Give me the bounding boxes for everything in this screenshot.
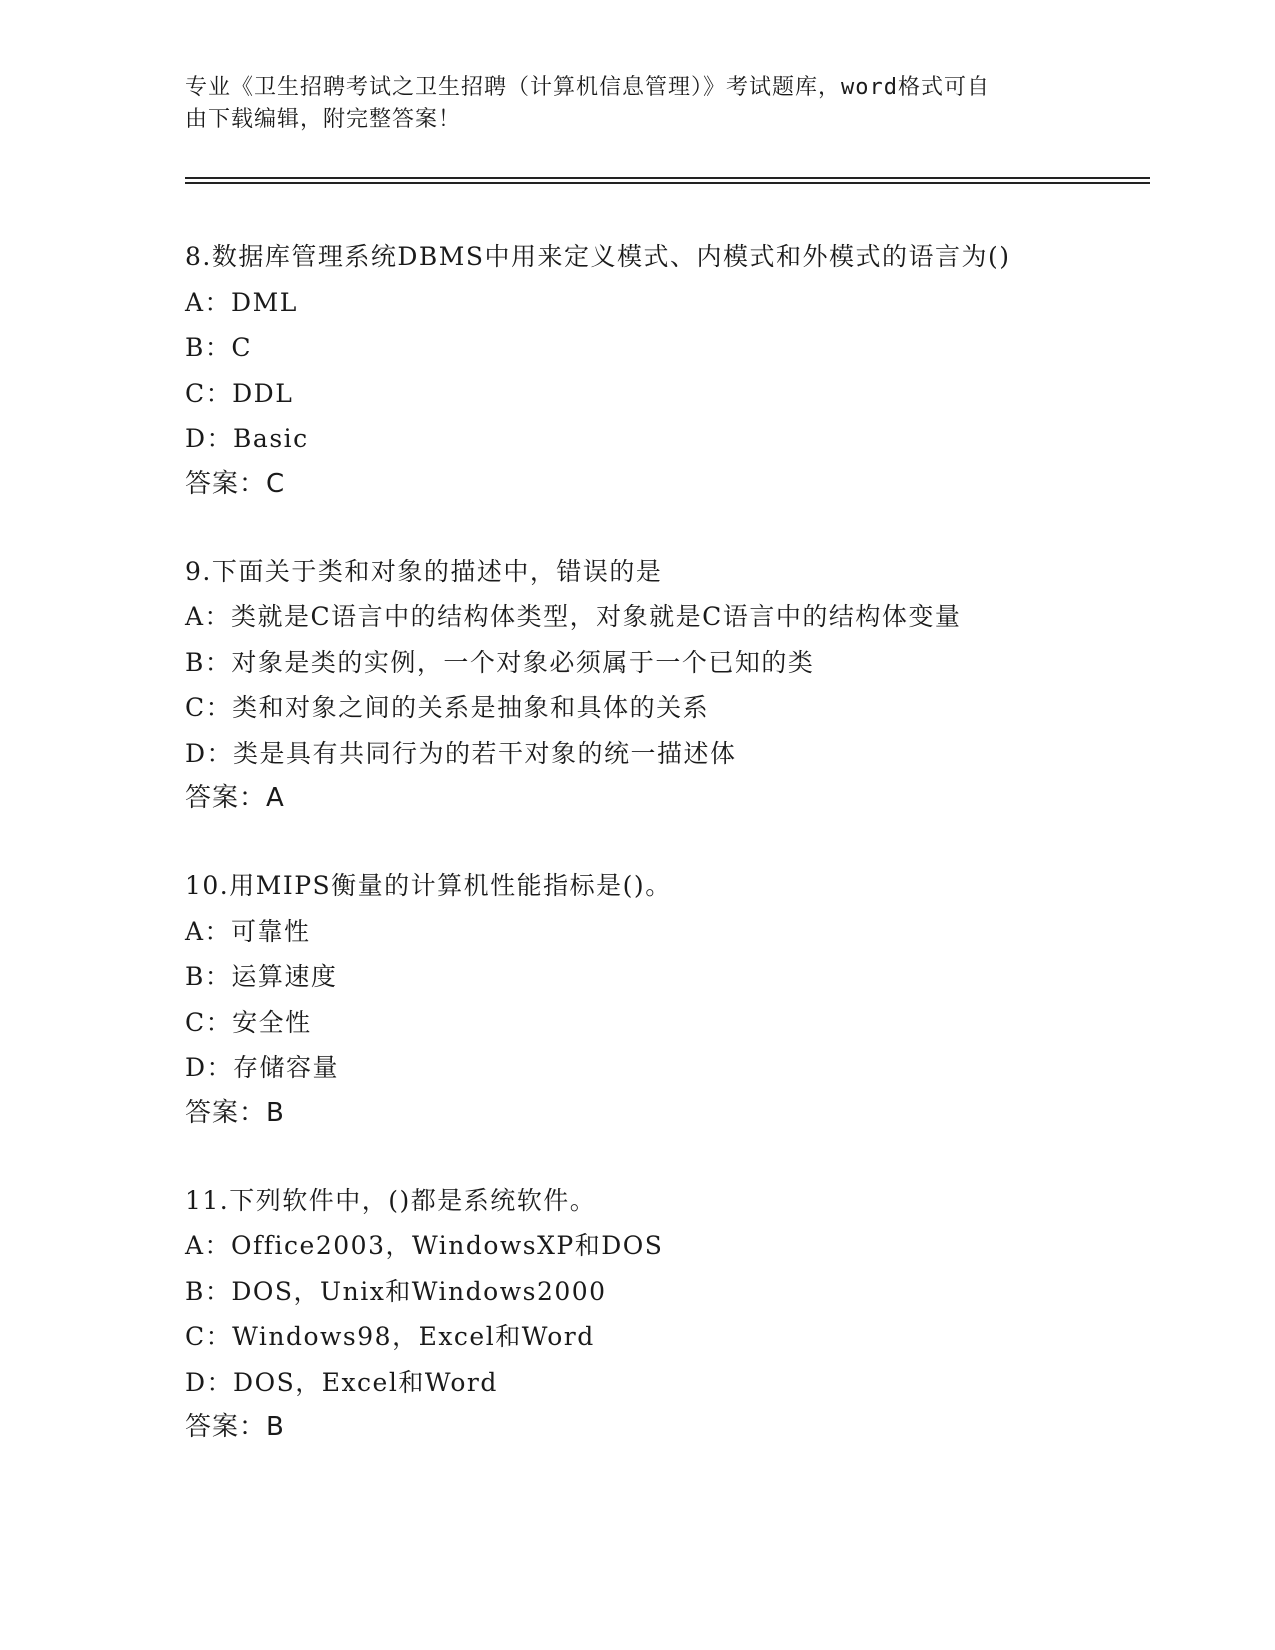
option-a: A：Office2003，WindowsXP和DOS (185, 1231, 664, 1260)
option-d: D：类是具有共同行为的若干对象的统一描述体 (185, 738, 737, 768)
question-stem: 11.下列软件中，()都是系统软件。 (185, 1185, 597, 1215)
answer-line: 答案：B (185, 1412, 285, 1442)
option-d: D：DOS，Excel和Word (185, 1367, 498, 1397)
question-9 (185, 549, 1145, 822)
question-8 (185, 234, 1145, 507)
answer-line: 答案：A (185, 783, 285, 813)
answer-line: 答案：B (185, 1097, 285, 1128)
option-a: A：可靠性 (185, 916, 311, 946)
question-10 (185, 863, 1145, 1136)
document-header (185, 72, 1085, 136)
question-11 (185, 1178, 1145, 1451)
header-line-1: 专业《卫生招聘考试之卫生招聘（计算机信息管理）》考试题库，word格式可自 (185, 75, 990, 100)
answer-line: 答案：C (185, 468, 286, 499)
header-divider-top (185, 177, 1150, 179)
option-b: B：DOS，Unix和Windows2000 (185, 1276, 607, 1306)
option-a: A：类就是C语言中的结构体类型，对象就是C语言中的结构体变量 (185, 602, 962, 631)
option-c: C：DDL (185, 378, 294, 408)
option-d: D：存储容量 (185, 1053, 340, 1082)
header-divider-bottom (185, 182, 1150, 184)
question-stem: 8.数据库管理系统DBMS中用来定义模式、内模式和外模式的语言为() (185, 242, 1011, 271)
question-stem: 9.下面关于类和对象的描述中，错误的是 (185, 556, 663, 586)
question-list (185, 234, 1145, 1492)
option-b: B：运算速度 (185, 962, 338, 991)
option-b: B：对象是类的实例，一个对象必须属于一个已知的类 (185, 647, 815, 677)
option-c: C：安全性 (185, 1007, 312, 1037)
question-stem: 10.用MIPS衡量的计算机性能指标是()。 (185, 871, 672, 900)
header-line-2: 由下载编辑，附完整答案！ (185, 107, 462, 132)
option-c: C：Windows98，Excel和Word (185, 1322, 595, 1351)
option-d: D：Basic (185, 424, 309, 453)
option-a: A：DML (185, 287, 298, 317)
option-c: C：类和对象之间的关系是抽象和具体的关系 (185, 693, 710, 722)
option-b: B：C (185, 333, 253, 362)
